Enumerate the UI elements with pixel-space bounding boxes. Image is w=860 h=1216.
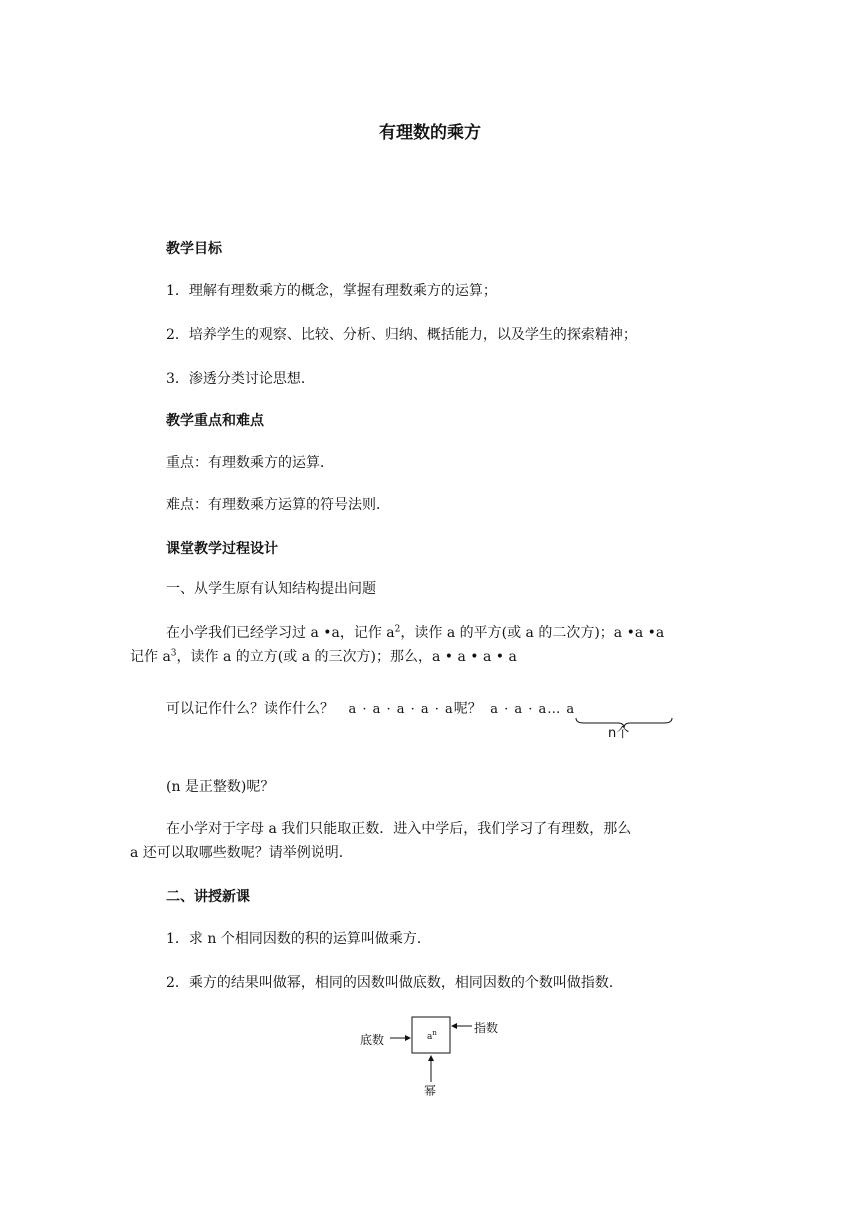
fig-expr1-tail: 呢？	[453, 701, 482, 717]
goal-2: 2．培养学生的观察、比较、分析、归纳、概括能力，以及学生的探索精神；	[166, 327, 637, 343]
para1-line2	[130, 648, 517, 666]
focus-text: 重点：有理数乘方的运算．	[166, 455, 334, 471]
part1-heading: 一、从学生原有认知结构提出问题	[166, 581, 376, 597]
para1-line1-sup: 2	[394, 624, 401, 635]
para1-line1	[166, 624, 664, 642]
process-heading: 课堂教学过程设计	[166, 541, 278, 557]
para3-line1: 在小学对于字母 a 我们只能取正数．进入中学后，我们学习了有理数，那么	[166, 821, 632, 837]
expr-exp: n	[432, 1029, 437, 1037]
fig-expr2: a · a · a… a	[490, 702, 576, 717]
part2-heading: 二、讲授新课	[166, 889, 250, 905]
expr-base: a	[427, 1032, 433, 1042]
power-expression	[427, 1029, 437, 1042]
para3-line2: a 还可以取哪些数呢？请举例说明．	[130, 845, 353, 861]
base-label: 底数	[360, 1033, 385, 1047]
para1-line2-a: 记作 a	[130, 649, 171, 665]
exponent-label: 指数	[474, 1021, 499, 1035]
power-diagram	[352, 1012, 512, 1102]
focus-heading: 教学重点和难点	[166, 413, 264, 429]
para1-line1-a: 在小学我们已经学习过 a •a，记作 a	[166, 625, 395, 641]
para1-line2-sup: 3	[170, 648, 177, 659]
goal-3: 3．渗透分类讨论思想．	[166, 371, 315, 387]
goals-heading: 教学目标	[166, 241, 222, 257]
power-label: 幂	[424, 1084, 437, 1098]
fig-expr1: a · a · a · a · a	[348, 702, 454, 717]
page-title: 有理数的乘方	[379, 123, 481, 143]
para1-line1-b: ，读作 a 的平方(或 a 的二次方)；a •a •a	[400, 625, 665, 641]
para1-line2-b: ，读作 a 的立方(或 a 的三次方)；那么，a • a • a • a	[176, 649, 517, 665]
definition-2: 2．乘方的结果叫做幂，相同的因数叫做底数，相同因数的个数叫做指数．	[166, 975, 623, 991]
brace-label: n个	[608, 726, 630, 741]
fig-question: 可以记作什么？读作什么？	[166, 701, 334, 717]
definition-1: 1．求 n 个相同因数的积的运算叫做乘方．	[166, 931, 431, 947]
difficulty-text: 难点：有理数乘方运算的符号法则．	[166, 497, 390, 513]
figure-question-line	[166, 698, 575, 718]
para2: (n 是正整数)呢？	[166, 779, 275, 795]
goal-1: 1．理解有理数乘方的概念，掌握有理数乘方的运算；	[166, 283, 497, 299]
